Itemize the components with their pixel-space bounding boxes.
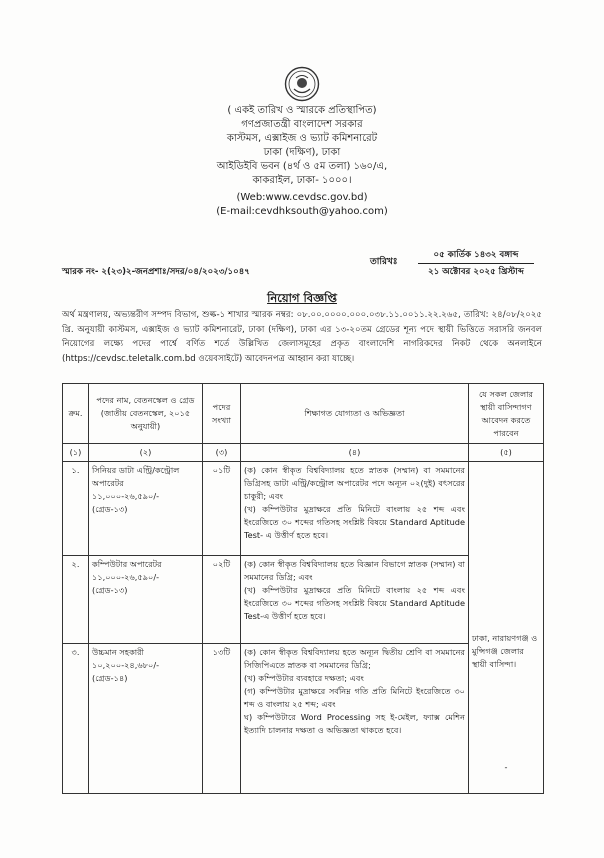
date-english: ২১ অক্টোবর ২০২৫ খ্রিস্টাব্দ (428, 267, 524, 277)
pay-scale: ১০,২০০-২৪,৬৮০/- (92, 660, 160, 670)
row-serial: ১. (63, 462, 89, 556)
header-line: আইডিইবি ভবন (৪র্থ ও ৫ম তলা) ১৬০/এ, (216, 161, 388, 172)
notice-title (0, 290, 604, 309)
table-row (63, 462, 544, 556)
memo-number: স্মারক নং- ২(২৩)২-জনপ্রশাঃ/সদর/০৪/২০২৩/১০৪৭ (62, 267, 250, 277)
pay-scale: ১১,০০০-২৬,৫৯০/- (92, 572, 160, 582)
date-block (418, 248, 534, 279)
grade: (গ্রেড-১৩) (92, 504, 128, 514)
row-serial: ৩. (63, 644, 89, 794)
district-text: ঢাকা, নারায়ণগঞ্জ ও মুন্সিগঞ্জ জেলার স্থায়ী বাসিন্দা। (472, 632, 538, 669)
email-link[interactable]: (E-mail:cevdhksouth@yahoo.com) (216, 206, 388, 217)
district-cell (469, 462, 544, 794)
office-header (150, 104, 454, 219)
header-line: ( একই তারিখ ও স্মারকে প্রতিস্থাপিত) (227, 105, 377, 116)
requirement: (খ) কম্পিউটার ব্যবহারে দক্ষতা; এবং (244, 673, 364, 683)
col-header-district: যে সকল জেলার স্থায়ী বাসিন্দাগণ আবেদন করতে পারবেন (469, 384, 544, 444)
pay-scale: ১১,০০০-২৬,৫৯০/- (92, 491, 160, 501)
column-number: (৪) (241, 444, 469, 462)
requirement: (ক) কোন স্বীকৃত বিশ্ববিদ্যালয় হতে বিজ্ঞান বিভাগে স্নাতক (সম্মান) বা সমমানের ডিগ্রি; এবং (244, 559, 465, 582)
notice-title-text: নিয়োগ বিজ্ঞপ্তি (267, 291, 337, 305)
col-header-count: পদের সংখ্যা (203, 384, 241, 444)
table-header-row (63, 384, 544, 444)
column-number: (১) (63, 444, 89, 462)
government-emblem-icon (284, 66, 320, 102)
requirement: (গ) কম্পিউটার মুদ্রাক্ষরে সর্বনিম্ন গতি প্রতি মিনিটে ইংরেজিতে ৩০ শব্দ ও বাংলায় ২৫ শব্দ; এবং (244, 686, 465, 709)
qualification-cell (241, 556, 469, 644)
date-bangla: ০৫ কার্তিক ১৪৩২ বঙ্গাব্দ (433, 250, 519, 260)
post-cell (89, 644, 203, 794)
header-line: কাকরাইল, ঢাকা- ১০০০। (252, 175, 352, 186)
column-number: (২) (89, 444, 203, 462)
header-line: কাস্টমস, এক্সাইজ ও ভ্যাট কমিশনারেট (226, 133, 378, 144)
grade: (গ্রেড-১৩) (92, 585, 128, 595)
column-number: (৫) (469, 444, 544, 462)
post-cell (89, 556, 203, 644)
date-label: তারিখঃ (370, 257, 398, 267)
grade: (গ্রেড-১৪) (92, 673, 128, 683)
qualification-cell (241, 462, 469, 556)
col-header-qualification: শিক্ষাগত যোগ্যতা ও অভিজ্ঞতা (241, 384, 469, 444)
qualification-cell (241, 644, 469, 794)
intro-paragraph: অর্থ মন্ত্রণালয়, অভ্যন্তরীণ সম্পদ বিভাগ, শুল্ক-১ শাখার স্মারক নম্বর: ০৮.০০.০০০০.০০০.০৩৮.১১.০০১১.২২.২৬৫, তারিখ: ২৪/০৮/২০২৫ খ্রি. অনুযায়ী কাস্টমস, এক্সাইজ ও ভ্যাট কমিশনারেট, ঢাকা (দক্ষিণ), ঢাকা এর ১৩-২০তম গ্রেডের শূন্য পদে স্থায়ী ভিত্তিতে সরাসরি জনবল নিয়োগের লক্ষ্যে পদের পার্শ্বে বর্ণিত শর্তে উল্লিখিত জেলাসমূহের প্রকৃত বাংলাদেশি নাগরিকদের নিকট থেকে অনলাইনে (https://cevdsc.teletalk.com.bd ওয়েবসাইটে) আবেদনপত্র আহ্বান করা যাচ্ছে। (62, 310, 542, 364)
date-divider (418, 263, 534, 264)
vacancy-table (62, 383, 544, 794)
post-name: উচ্চমান সহকারী (92, 647, 145, 657)
post-count: ০২টি (203, 556, 241, 644)
column-number: (৩) (203, 444, 241, 462)
post-count: ১৩টি (203, 644, 241, 794)
post-cell (89, 462, 203, 556)
post-name: সিনিয়র ডাটা এন্ট্রি/কন্ট্রোল অপারেটর (92, 465, 180, 488)
col-header-post: পদের নাম, বেতনস্কেল ও গ্রেড (জাতীয় বেতনস্কেল, ২০১৫ অনুযায়ী) (89, 384, 203, 444)
requirement: ঘ) কম্পিউটারে Word Processing সহ ই-মেইল, ফ্যাক্স মেশিন ইত্যাদি চালনার দক্ষতা ও অভিজ্ঞতা থাকতে হবে। (244, 712, 465, 735)
district-dash: - (504, 761, 508, 772)
row-serial: ২. (63, 556, 89, 644)
column-number-row (63, 444, 544, 462)
post-name: কম্পিউটার অপারেটর (92, 559, 162, 569)
requirement: (খ) কম্পিউটার মুদ্রাক্ষরে প্রতি মিনিটে বাংলায় ২৫ শব্দ এবং ইংরেজিতে ৩০ শব্দের গতিসহ সংশ্লিষ্ট বিষয়ে Standard Aptitude Test- এ উত্তীর্ণ হতে হবে। (244, 504, 465, 540)
header-line: গণপ্রজাতন্ত্রী বাংলাদেশ সরকার (241, 119, 363, 130)
requirement: (ক) কোন স্বীকৃত বিশ্ববিদ্যালয় হতে অন্যূন দ্বিতীয় শ্রেণি বা সমমানের সিজিপিএতে স্নাতক বা সমমানের ডিগ্রি; (244, 647, 465, 670)
requirement: (খ) কম্পিউটার মুদ্রাক্ষরে প্রতি মিনিটে বাংলায় ২৫ শব্দ এবং ইংরেজিতে ৩০ শব্দের গতিসহ সংশ্লিষ্ট বিষয়ে Standard Aptitude Test-এ উত্তীর্ণ হতে হবে। (244, 585, 465, 621)
col-header-serial: ক্রম. (63, 384, 89, 444)
website-link[interactable]: (Web:www.cevdsc.gov.bd) (236, 192, 368, 203)
post-count: ০১টি (203, 462, 241, 556)
requirement: (ক) কোন স্বীকৃত বিশ্ববিদ্যালয় হতে স্নাতক (সম্মান) বা সমমানের ডিগ্রিসহ ডাটা এন্ট্রি/কন্ট্রোল অপারেটর পদে অন্যূন ০২(দুই) বৎসরের চাকুরী; এবং (244, 465, 465, 501)
header-line: ঢাকা (দক্ষিণ), ঢাকা (263, 147, 341, 158)
